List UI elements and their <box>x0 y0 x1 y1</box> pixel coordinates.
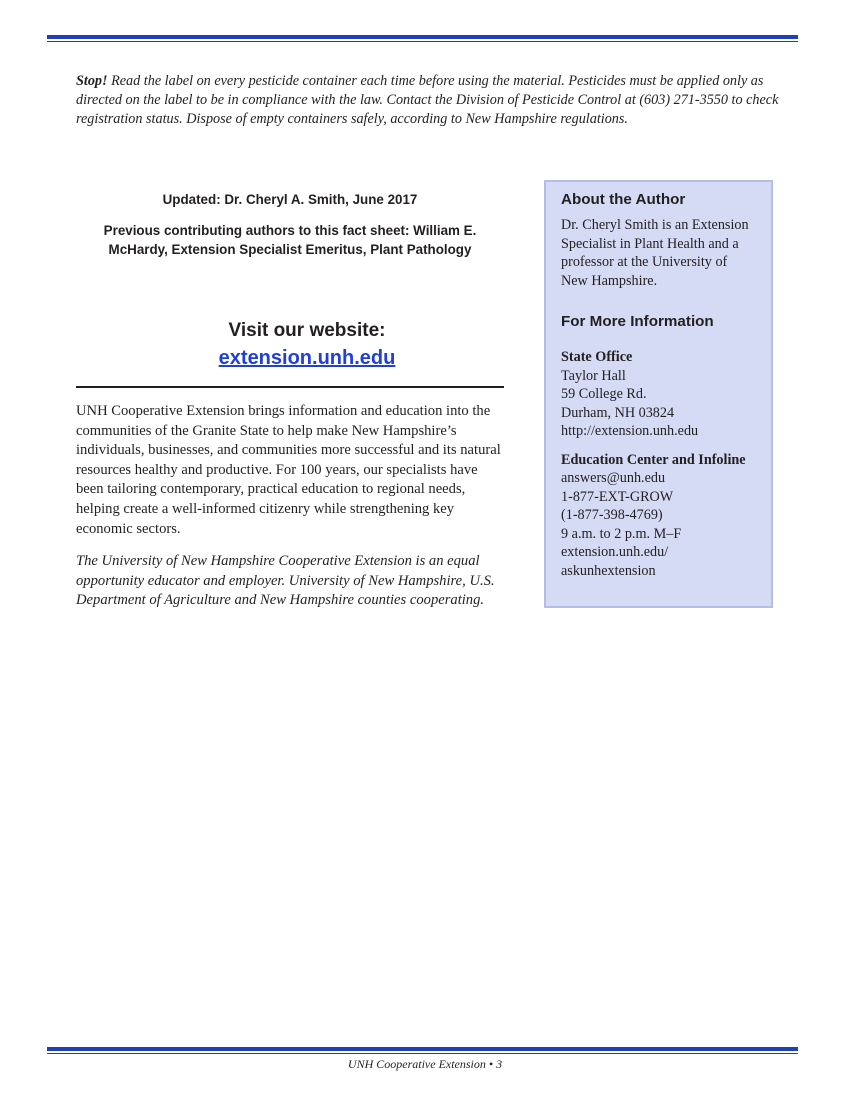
top-rule <box>47 35 798 42</box>
education-center-phone: 1-877-EXT-GROW <box>561 488 674 505</box>
equal-opportunity-statement: The University of New Hampshire Cooperative Extension is an equal opportunity educator and employer. University of New Hampshire, U.S. Department of Agriculture and New Hampshire counties cooperating. <box>76 553 495 609</box>
info-sidebar <box>544 180 773 608</box>
about-body: Dr. Cheryl Smith is an Extension Specialist in Plant Health and a professor at the University of New Hampshire. <box>561 217 749 289</box>
pesticide-warning <box>76 72 786 129</box>
education-center-url-cont[interactable]: askunhextension <box>561 562 656 579</box>
state-office-line: 59 College Rd. <box>561 386 647 402</box>
education-center-url[interactable]: extension.unh.edu/ <box>561 544 669 560</box>
education-center-email[interactable]: answers@unh.edu <box>561 470 666 486</box>
state-office-block <box>561 348 757 441</box>
education-center-phone-numeric: (1-877-398-4769) <box>561 507 663 523</box>
education-center-title: Education Center and Infoline <box>561 451 746 468</box>
state-office-line: Taylor Hall <box>561 367 626 384</box>
education-center-hours: 9 a.m. to 2 p.m. M–F <box>561 525 682 542</box>
bottom-rule <box>47 1047 798 1054</box>
education-center-block <box>561 451 757 581</box>
visit-website <box>76 318 538 372</box>
section-divider <box>76 386 504 388</box>
warning-text: Read the label on every pesticide container each time before using the material. Pesticides must be applied only as directed on the label to be in compliance with the law. Contact the Division of Pesticide Control at (603) 271-3550 to check registration status. Dispose of empty containers safely, according to New Hampshire regulations. <box>76 73 779 127</box>
previous-authors: Previous contributing authors to this fact sheet: William E. McHardy, Extension Specialist Emeritus, Plant Pathology <box>103 223 477 257</box>
updated-credit: Updated: Dr. Cheryl A. Smith, June 2017 <box>162 192 418 207</box>
credits <box>76 190 504 259</box>
state-office-line: Durham, NH 03824 <box>561 404 675 421</box>
more-info-heading: For More Information <box>561 313 714 330</box>
visit-label: Visit our website: <box>228 320 386 341</box>
about-heading: About the Author <box>561 191 686 208</box>
mission-statement: UNH Cooperative Extension brings information and education into the communities of the Granite State to help make New Hampshire’s individuals, businesses, and communities more successful and its natural resources healthy and productive. For 100 years, our specialists have been tailoring contemporary, practical education to regional needs, helping create a well-informed citizenry while strengthening key economic sectors. <box>76 403 501 537</box>
state-office-url[interactable]: http://extension.unh.edu <box>561 423 699 439</box>
website-link[interactable]: extension.unh.edu <box>218 347 396 369</box>
state-office-title: State Office <box>561 349 633 365</box>
warning-lead: Stop! <box>76 73 108 89</box>
page-footer: UNH Cooperative Extension • 3 <box>347 1057 503 1071</box>
